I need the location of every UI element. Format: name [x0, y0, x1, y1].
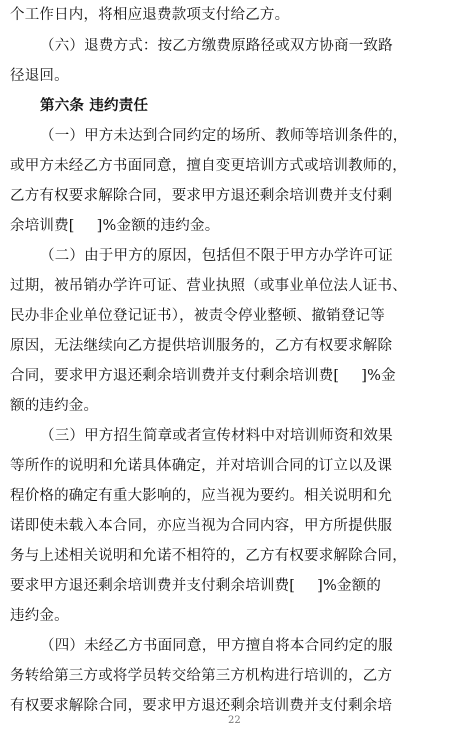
text-fragment: ]%金	[361, 368, 396, 384]
text-fragment: 余培训费[	[10, 218, 75, 234]
text-line: （六）退费方式：按乙方缴费原路径或双方协商一致路	[40, 38, 393, 54]
text-line: 民办非企业单位登记证书），被责令停业整顿、撤销登记等	[10, 308, 385, 324]
text-fragment: ]%金额的违约金。	[96, 218, 220, 234]
text-line: 原因，无法继续向乙方提供培训服务的，乙方有权要求解除	[10, 338, 393, 354]
text-line: （一）甲方未达到合同约定的场所、教师等培训条件的，	[40, 128, 408, 144]
text-line: 诺即使未载入本合同，亦应当视为合同内容，甲方所提供服	[10, 518, 393, 534]
page-number: 22	[228, 715, 241, 723]
text-line: 额的违约金。	[10, 398, 99, 414]
text-line: 径退回。	[10, 68, 69, 84]
text-fragment: 要求甲方退还剩余培训费并支付剩余培训费[	[10, 578, 296, 594]
text-line: （四）未经乙方书面同意，甲方擅自将本合同约定的服	[40, 638, 393, 654]
text-fragment: 合同，要求甲方退还剩余培训费并支付剩余培训费[	[10, 368, 340, 384]
text-line: 过期，被吊销办学许可证、营业执照（或事业单位法人证书、	[10, 278, 407, 294]
text-line: （三）甲方招生简章或者宣传材料中对培训师资和效果	[40, 428, 393, 444]
text-line: 务与上述相关说明和允诺不相符的，乙方有权要求解除合同，	[10, 548, 407, 564]
text-line	[10, 216, 219, 236]
section-heading: 第六条 违约责任	[40, 98, 149, 114]
text-fragment: ]%金额的	[317, 578, 382, 594]
text-line	[10, 366, 396, 386]
text-line: 乙方有权要求解除合同，要求甲方退还剩余培训费并支付剩	[10, 188, 393, 204]
text-line: 违约金。	[10, 608, 69, 624]
text-line: （二）由于甲方的原因，包括但不限于甲方办学许可证	[40, 248, 393, 264]
text-line: 有权要求解除合同，要求甲方退还剩余培训费并支付剩余培	[10, 698, 393, 714]
text-line	[10, 576, 381, 596]
text-line: 程价格的确定有重大影响的，应当视为要约。相关说明和允	[10, 488, 393, 504]
text-line: 务转给第三方或将学员转交给第三方机构进行培训的，乙方	[10, 668, 393, 684]
text-line: 个工作日内，将相应退费款项支付给乙方。	[10, 7, 290, 23]
text-line: 或甲方未经乙方书面同意，擅自变更培训方式或培训教师的，	[10, 158, 407, 174]
text-line: 等所作的说明和允诺具体确定，并对培训合同的订立以及课	[10, 458, 393, 474]
